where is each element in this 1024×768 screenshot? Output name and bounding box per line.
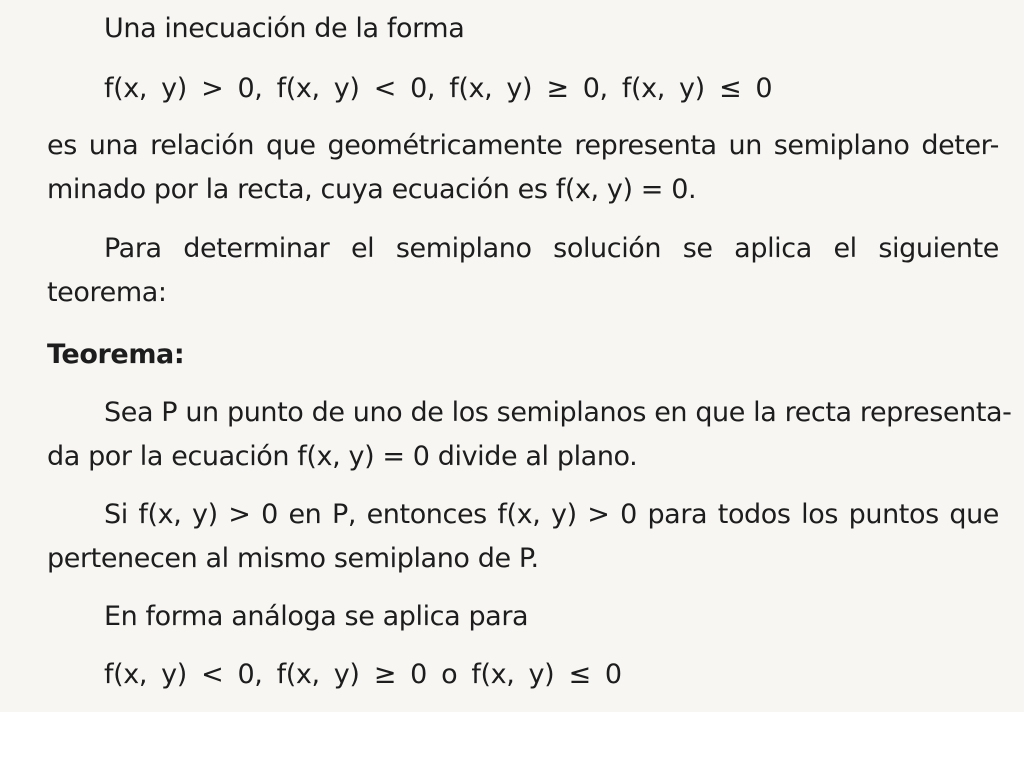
theorem-heading: Teorema:	[47, 339, 185, 370]
other-inequalities-formula: f(x, y) < 0, f(x, y) ≥ 0 o f(x, y) ≤ 0	[104, 659, 622, 690]
definition-line-2: minado por la recta, cuya ecuación es f(x, y) = 0.	[47, 174, 697, 205]
theorem-line-4: pertenecen al mismo semiplano de P.	[47, 543, 539, 574]
theorem-line-1: Sea P un punto de uno de los semiplanos en que la recta representa-	[104, 397, 1012, 428]
analogous-text: En forma análoga se aplica para	[104, 601, 529, 632]
inequality-forms-formula: f(x, y) > 0, f(x, y) < 0, f(x, y) ≥ 0, f(x, y) ≤ 0	[104, 73, 773, 104]
intro-text: Una inecuación de la forma	[104, 13, 465, 44]
theorem-line-3: Si f(x, y) > 0 en P, entonces f(x, y) > 0 para todos los puntos que	[104, 499, 999, 530]
method-line-2: teorema:	[47, 277, 167, 308]
theorem-line-2: da por la ecuación f(x, y) = 0 divide al plano.	[47, 441, 638, 472]
definition-line-1: es una relación que geométricamente representa un semiplano deter-	[47, 130, 999, 161]
method-line-1: Para determinar el semiplano solución se aplica el siguiente	[104, 233, 999, 264]
